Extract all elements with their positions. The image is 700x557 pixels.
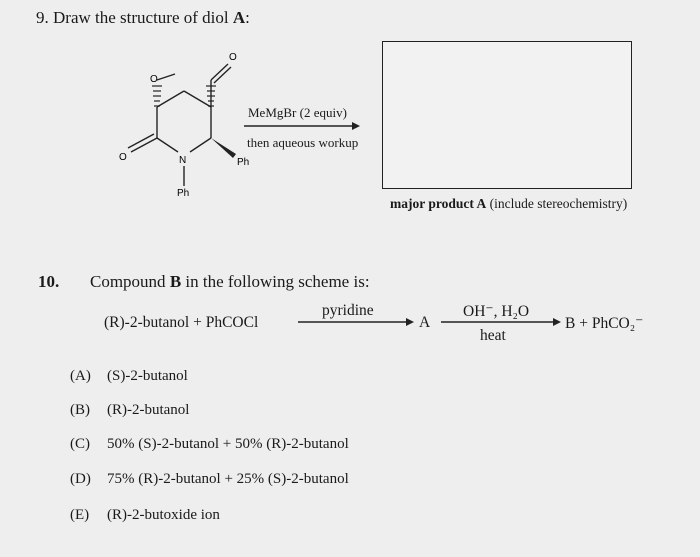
question-10-number (38, 272, 59, 292)
scheme-reactants: (R)-2-butanol + PhCOCl (104, 314, 259, 331)
label-n-ring: N (179, 155, 187, 166)
caption-bold: major product A (390, 196, 487, 211)
option-a-text[interactable]: (S)-2-butanol (107, 368, 188, 384)
question-9-text: Draw the structure of diol (53, 8, 233, 27)
option-d-letter[interactable]: (D) (70, 471, 91, 487)
scheme-arrow-2-head (553, 318, 561, 326)
scheme-reagent-2-bottom: heat (480, 327, 506, 344)
scheme-reagent-2-top: OH⁻, H₂O (463, 303, 530, 320)
ring-bond-bottom-left (157, 138, 178, 152)
option-c-text[interactable]: 50% (S)-2-butanol + 50% (R)-2-butanol (107, 436, 349, 452)
question-10-number-text: 10. (38, 272, 60, 291)
option-b-letter[interactable]: (B) (70, 402, 90, 418)
question-9-colon: : (245, 8, 250, 27)
label-o-top-left: O (150, 74, 158, 85)
scheme-arrow-1-head (406, 318, 414, 326)
label-ph-n: Ph (177, 188, 190, 199)
option-e-text[interactable]: (R)-2-butoxide ion (107, 507, 220, 523)
option-e-letter[interactable]: (E) (70, 507, 90, 523)
question-9-bold: A (232, 8, 246, 27)
reagent-line-1: MeMgBr (2 equiv) (248, 105, 347, 120)
scheme-intermediate: A (419, 314, 431, 331)
question-10-bold: B (169, 272, 182, 291)
ether-bond (157, 74, 175, 80)
option-c-letter[interactable]: (C) (70, 436, 90, 452)
reagent-line-2: then aqueous workup (247, 135, 359, 150)
question-9-number: 9. (36, 8, 49, 27)
question-10-text (90, 272, 370, 292)
question-10-text-after: in the following scheme is: (181, 272, 370, 291)
scheme-products: B + PhCO₂⁻ (565, 315, 644, 332)
scheme-reagent-1: pyridine (322, 302, 374, 319)
option-a-letter[interactable]: (A) (70, 368, 91, 384)
option-d-text[interactable]: 75% (R)-2-butanol + 25% (S)-2-butanol (107, 471, 349, 487)
label-o-top-right: O (229, 52, 237, 63)
ring-bond-bottom-right (190, 138, 211, 152)
caption-rest: (include stereochemistry) (486, 196, 628, 211)
option-b-text[interactable]: (R)-2-butanol (107, 402, 190, 418)
question-10-text-before: Compound (90, 272, 170, 291)
answer-box[interactable] (382, 41, 632, 189)
ring-bond-top-right (184, 91, 211, 107)
ring-bond-top-left (157, 91, 184, 107)
hashed-wedge-left (152, 86, 162, 106)
solid-wedge-ph (211, 138, 236, 158)
reaction-arrow-head (352, 122, 360, 130)
answer-box-caption (390, 196, 627, 212)
label-ph-c: Ph (237, 157, 250, 168)
label-o-bottom-left: O (119, 152, 127, 163)
